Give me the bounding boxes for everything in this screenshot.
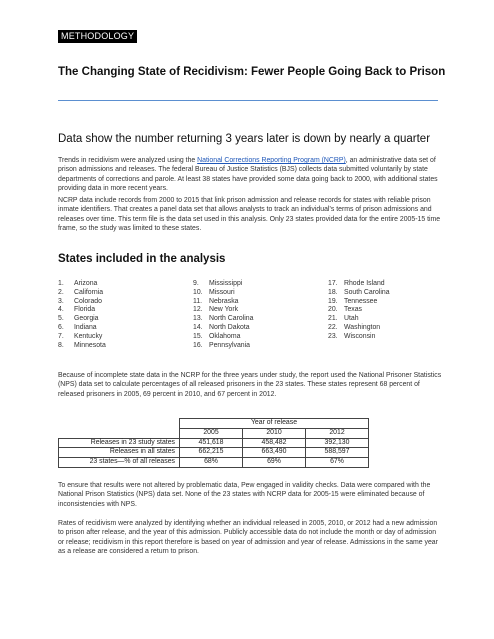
year-cell: 2012 xyxy=(306,428,369,438)
state-number: 15. xyxy=(193,332,203,340)
state-name: Tennessee xyxy=(344,297,378,305)
state-list-item xyxy=(58,280,106,289)
state-list-item xyxy=(193,324,253,333)
section-label: METHODOLOGY xyxy=(58,30,137,43)
table-group-header-row xyxy=(59,419,369,429)
state-number: 9. xyxy=(193,280,199,287)
state-number: 13. xyxy=(193,315,203,323)
table-cell: 69% xyxy=(243,458,306,468)
table-cell: 663,490 xyxy=(243,448,306,458)
state-name: Arizona xyxy=(74,280,98,287)
state-name: New York xyxy=(209,306,239,314)
table-cell: 68% xyxy=(180,458,243,468)
state-number: 7. xyxy=(58,332,64,340)
state-list-item xyxy=(193,333,253,342)
paragraph-rates: Rates of recidivism were analyzed by identifying whether an individual released in 2005, 2010, or 2012 had a new admission to prison after release, and the year of this admission. Publicly accessible data do not include the month or day of admission or release; recidivism in this report therefore is based on year of admission and year of release. Admissions in the same year as a release are considered a return to prison. xyxy=(58,520,438,555)
state-name: Minnesota xyxy=(74,341,106,349)
state-number: 6. xyxy=(58,323,64,331)
table-cell: 67% xyxy=(306,458,369,468)
table-cell: 458,482 xyxy=(243,438,306,448)
state-name: North Dakota xyxy=(209,323,250,331)
state-number: 11. xyxy=(193,297,203,305)
state-name: Indiana xyxy=(74,323,97,331)
state-list-item xyxy=(328,315,390,324)
state-number: 2. xyxy=(58,288,64,296)
state-list-item xyxy=(58,324,106,333)
paragraph-validity: To ensure that results were not altered by problematic data, Pew engaged in validity checks. Data were compared with the National Prison Statistics (NPS) data set. None of the 23 states with NCRP data for 2005-15 were eliminated because of inconsistencies with NPS. xyxy=(58,482,431,508)
row-label: Releases in 23 study states xyxy=(59,438,180,448)
year-of-release-header: Year of release xyxy=(180,419,369,429)
state-name: California xyxy=(74,288,104,296)
table-cell: 392,130 xyxy=(306,438,369,448)
state-name: Florida xyxy=(74,306,96,314)
state-name: South Carolina xyxy=(344,288,390,296)
state-number: 22. xyxy=(328,323,338,331)
state-name: Missouri xyxy=(209,288,235,296)
state-list-item xyxy=(58,289,106,298)
intro-text-before-link: Trends in recidivism were analyzed using the xyxy=(58,157,198,164)
state-list-item xyxy=(328,280,390,289)
ncrp-link[interactable]: National Corrections Reporting Program (NCRP) xyxy=(197,157,346,164)
state-number: 16. xyxy=(193,341,203,349)
state-name: Wisconsin xyxy=(344,332,376,340)
state-number: 10. xyxy=(193,288,203,296)
table-row xyxy=(59,458,369,468)
title-divider xyxy=(58,100,438,101)
table-year-row xyxy=(59,428,369,438)
state-name: Pennsylvania xyxy=(209,341,250,349)
states-column-2 xyxy=(193,280,253,350)
states-heading: States included in the analysis xyxy=(58,253,226,265)
state-list-item xyxy=(193,342,253,351)
state-number: 19. xyxy=(328,297,338,305)
state-list-item xyxy=(328,289,390,298)
state-list-item xyxy=(193,280,253,289)
state-name: Nebraska xyxy=(209,297,239,305)
states-column-1 xyxy=(58,280,106,350)
section-subtitle: Data show the number returning 3 years later is down by nearly a quarter xyxy=(58,133,431,145)
intro-text-after-link: , an administrative data set of prison admissions and releases. The federal Bureau of Justice Statistics (BJS) collects data submitted voluntarily by state departments of corrections and parole. At least 38 states have provided some data going back to 2000, with additional states providing data in more recent years. xyxy=(58,157,438,192)
state-number: 4. xyxy=(58,306,64,314)
state-name: Utah xyxy=(344,315,359,323)
state-number: 23. xyxy=(328,332,338,340)
state-number: 3. xyxy=(58,297,64,305)
state-name: Colorado xyxy=(74,297,102,305)
state-list-item xyxy=(58,333,106,342)
state-name: Washington xyxy=(344,323,381,331)
state-list-item xyxy=(328,333,390,342)
state-number: 8. xyxy=(58,341,64,349)
year-cell: 2010 xyxy=(243,428,306,438)
state-list-item xyxy=(328,306,390,315)
release-table xyxy=(58,418,369,468)
state-name: Texas xyxy=(344,306,362,314)
state-list-item xyxy=(328,298,390,307)
state-number: 18. xyxy=(328,288,338,296)
table-cell: 588,597 xyxy=(306,448,369,458)
paragraph-nps: Because of incomplete state data in the NCRP for the three years under study, the report used the National Prisoner Statistics (NPS) data set to calculate percentages of all released prisoners in the 23 states. These states represent 68 percent of released prisoners in 2005, 69 percent in 2010, and 67 percent in 2012. xyxy=(58,372,442,398)
table-cell: 451,618 xyxy=(180,438,243,448)
state-name: Kentucky xyxy=(74,332,103,340)
state-list-item xyxy=(193,298,253,307)
state-name: North Carolina xyxy=(209,315,254,323)
state-number: 1. xyxy=(58,280,64,287)
paragraph-ncrp-data: NCRP data include records from 2000 to 2015 that link prison admission and release records for states with reliable prison inmate identifiers. That creates a panel data set that allows analysts to track an individual’s terms of prison admissions and releases over time. This term file is the data set used in this analysis. Only 23 states provided data for the entire 2005-15 time frame, so the study was limited to these states. xyxy=(58,197,441,232)
states-column-3 xyxy=(328,280,390,342)
paragraph-intro xyxy=(58,156,443,193)
state-list-item xyxy=(328,324,390,333)
state-name: Mississippi xyxy=(209,280,243,287)
state-number: 12. xyxy=(193,306,203,314)
state-list-item xyxy=(193,289,253,298)
state-name: Rhode Island xyxy=(344,280,385,287)
page-title: The Changing State of Recidivism: Fewer People Going Back to Prison xyxy=(58,66,446,78)
state-number: 20. xyxy=(328,306,338,314)
table-row xyxy=(59,438,369,448)
row-label: 23 states—% of all releases xyxy=(59,458,180,468)
state-number: 21. xyxy=(328,315,338,323)
year-cell: 2005 xyxy=(180,428,243,438)
row-label: Releases in all states xyxy=(59,448,180,458)
state-name: Georgia xyxy=(74,315,99,323)
state-name: Oklahoma xyxy=(209,332,241,340)
state-list-item xyxy=(58,342,106,351)
table-row xyxy=(59,448,369,458)
state-list-item xyxy=(193,315,253,324)
state-list-item xyxy=(58,298,106,307)
state-list-item xyxy=(193,306,253,315)
state-number: 14. xyxy=(193,323,203,331)
state-list-item xyxy=(58,306,106,315)
state-list-item xyxy=(58,315,106,324)
table-cell: 662,215 xyxy=(180,448,243,458)
state-number: 17. xyxy=(328,280,338,287)
state-number: 5. xyxy=(58,315,64,323)
